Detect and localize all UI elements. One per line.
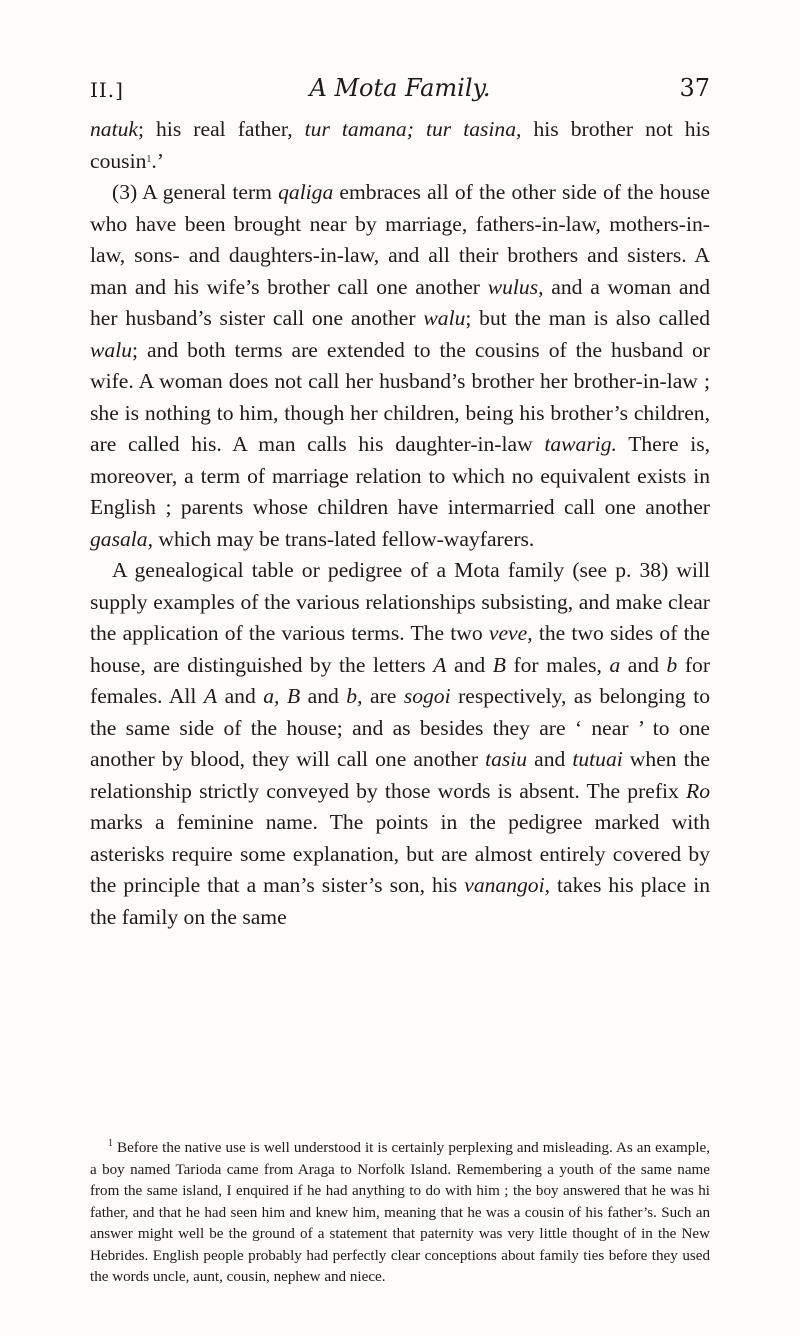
footnote-reference: 1 <box>146 153 152 165</box>
main-text <box>90 114 710 933</box>
running-header <box>90 74 710 108</box>
page-number: 37 <box>679 74 710 102</box>
paragraph-continued: natuk; his real father, tur tamana; tur tasina, his brother not his cousin$^1$.’ <box>90 117 710 173</box>
footnote-text: Before the native use is well understood it is certainly perplexing and misleading. As an example, a boy named Tarioda came from Araga to Norfolk Island. Remembering a youth of the same name from the same island, I enquired if he had anything to do with him ; the boy answered that he was hi father, and that he had seen him and knew him, meaning that he was a cousin of his father’s. Such an answer might well be the ground of a statement that paternity was very little thought of in the New Hebrides. English people probably had perfectly clear conceptions about family ties before they used the words uncle, aunt, cousin, nephew and niece. <box>90 1140 710 1285</box>
footnote <box>90 1138 710 1289</box>
paragraph-marriage-terms: (3) A general term qaliga embraces all of the other side of the house who have been brought near by marriage, fathers-in-law, mothers-in-law, sons- and daughters-in-law, and all their brothers and sisters. A man and his wife’s brother call one another wulus, and a woman and her husband’s sister call one another walu; but the man is also called walu; and both terms are extended to the cousins of the husband or wife. A woman does not call her husband’s brother her brother-in-law ; she is nothing to him, though her children, being his brother’s children, are called his. A man calls his daughter-in-law tawarig. There is, moreover, a term of marriage relation to which no equivalent exists in English ; parents whose children have intermarried call one another gasala, which may be trans-lated fellow-wayfarers. <box>90 180 711 551</box>
section-marker: II.] <box>90 78 124 102</box>
paragraph-pedigree: A genealogical table or pedigree of a Mota family (see p. 38) will supply examples of the various relationships subsisting, and make clear the application of the various terms. The two veve, the two sides of the house, are distinguished by the letters A and B for males, a and b for females. All A and a, B and b, are sogoi respectively, as belonging to the same side of the house; and as besides they are ‘ near ’ to one another by blood, they will call one another tasiu and tutuai when the relationship strictly conveyed by those words is absent. The prefix Ro marks a feminine name. The points in the pedigree marked with asterisks require some explanation, but are almost entirely covered by the principle that a man’s sister’s son, his vanangoi, takes his place in the family on the same <box>90 558 711 929</box>
running-title: A Mota Family. <box>309 74 491 102</box>
footnote-mark: 1 <box>108 1138 113 1149</box>
